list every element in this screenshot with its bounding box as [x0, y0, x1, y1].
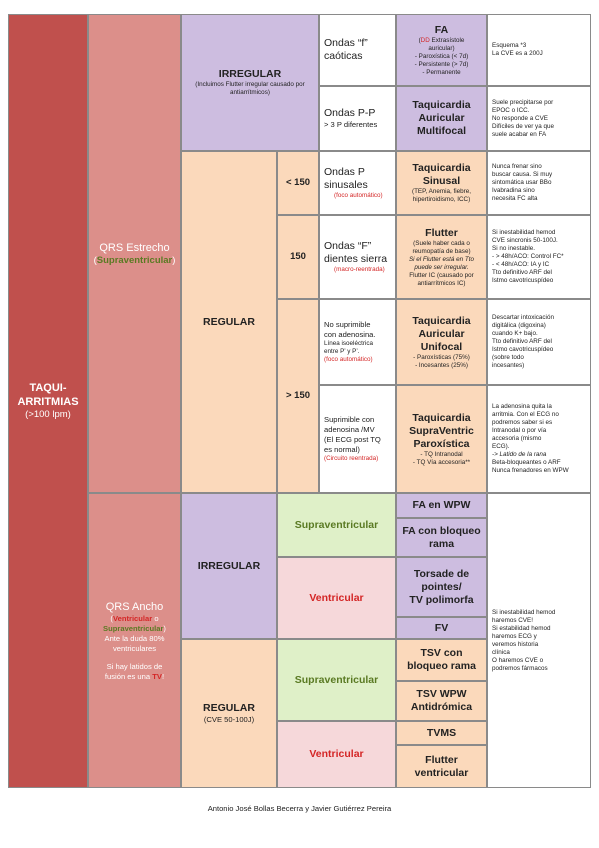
wide-supraventricular: Supraventricular — [103, 623, 164, 633]
wave-pp: Ondas P-P > 3 P diferentes — [319, 86, 396, 151]
rate-eq150: 150 — [277, 215, 319, 299]
dx-psvt: Taquicardia SupraVentric Paroxística - TQ Intranodal - TQ Vía accesoria** — [396, 385, 487, 493]
dx-fv: FV — [396, 617, 487, 639]
tachyarrhythmia-header — [8, 14, 88, 788]
dx-unifocal-atrial: Taquicardia Auricular Unifocal - Paroxísticas (75%) - Incesantes (25%) — [396, 299, 487, 385]
wave-f: Ondas “f” caóticas — [319, 14, 396, 86]
wide-irregular-vent: Ventricular — [277, 557, 396, 639]
wave-sinus: Ondas P sinusales (foco automático) — [319, 151, 396, 215]
dx-torsade: Torsade de pointes/ TV polimorfa — [396, 557, 487, 617]
wave-no-suppressible: No suprimible con adenosina. Línea isoeléctrica entre P’ y P’. (foco automático) — [319, 299, 396, 385]
note-fa: Esquema *3 La CVE es a 200J — [487, 14, 591, 86]
note-wide: Si inestabilidad hemod haremos CVE! Si estabilidad hemod haremos ECG y veremos historia clínica O haremos CVE o podremos fármacos — [487, 493, 591, 788]
wide-irregular-cell: IRREGULAR — [181, 493, 277, 639]
narrow-irregular-title: IRREGULAR — [218, 68, 282, 80]
narrow-regular-cell — [181, 151, 277, 493]
tachy-title: TAQUI- ARRITMIAS — [17, 382, 79, 408]
rate-gt150: > 150 — [277, 299, 319, 493]
note-flutter: Si inestabilidad hemod CVE sincronis 50-100J. Si no inestable. - > 48h/ACO: Control FC* - < 48h/ACO: IA y IC Tto definitivo ARF del Istmo cavotricuspídeo — [487, 215, 591, 299]
dx-fa-bundle-block: FA con bloqueo rama — [396, 518, 487, 557]
wide-regular-cell: REGULAR (CVE 50-100J) — [181, 639, 277, 788]
dx-vent-flutter: Flutter ventricular — [396, 745, 487, 788]
tachy-sub: (>100 lpm) — [25, 409, 71, 420]
dx-flutter: Flutter (Suele haber cada o reumopatía de base) Si el Flutter está en Tto puede ser irregular. Flutter IC (causado por antiarrítmicos IC) — [396, 215, 487, 299]
wide-regular-vent: Ventricular — [277, 721, 396, 788]
dx-sinus: Taquicardia Sinusal (TEP, Anemia, fiebre, hipertiroidismo, ICC) — [396, 151, 487, 215]
wide-regular-supra: Supraventricular — [277, 639, 396, 721]
narrow-sub: Supraventricular — [96, 254, 173, 266]
dx-tvms: TVMS — [396, 721, 487, 745]
narrow-qrs-cell — [88, 14, 181, 493]
wide-qrs-cell: QRS Ancho (Ventricular o Supraventricular) Ante la duda 80% ventriculares Si hay latidos de fusión es una TV! — [88, 493, 181, 788]
note-sinus: Nunca frenar sino buscar causa. Si muy sintomática usar BBo Ivabradina sino necesita FC alta — [487, 151, 591, 215]
wide-ventricular: Ventricular — [112, 613, 153, 623]
note-unifocal: Descartar intoxicación digitálica (digoxina) cuando K+ bajo. Tto definitivo ARF del Istmo cavotricuspídeo (sobre todo incesantes) — [487, 299, 591, 385]
note-multifocal: Suele precipitarse por EPOC o ICC. No responde a CVE Difíciles de ver ya que suele acabar en FA — [487, 86, 591, 151]
wide-title: QRS Ancho — [105, 600, 164, 613]
rate-lt150: < 150 — [277, 151, 319, 215]
wave-suppressible: Suprimible con adenosina /MV (El ECG post TQ es normal) (Circuito reentrada) — [319, 385, 396, 493]
narrow-regular-title: REGULAR — [203, 315, 255, 328]
dx-svt-wpw: TSV WPW Antidrómica — [396, 681, 487, 721]
wave-flutter: Ondas “F” dientes sierra (macro-reentrada) — [319, 215, 396, 299]
footer-authors: Antonio José Bollas Becerra y Javier Gutiérrez Pereira — [207, 804, 392, 813]
dx-fa: FA (DD Extrasístole auricular) - Paroxística (< 7d) - Persistente (> 7d) - Permanente — [396, 14, 487, 86]
narrow-irregular-sub: (Incluimos Flutter irregular causado por antiarrítmicos) — [195, 81, 305, 96]
wide-irregular-supra: Supraventricular — [277, 493, 396, 557]
dx-svt-bundle-block: TSV con bloqueo rama — [396, 639, 487, 681]
dx-fa-wpw: FA en WPW — [396, 493, 487, 518]
dx-multifocal-atrial: Taquicardia Auricular Multifocal — [396, 86, 487, 151]
narrow-title: QRS Estrecho — [99, 241, 170, 254]
narrow-sub-line: (Supraventricular) — [93, 254, 176, 266]
note-psvt: La adenosina quita la arritmia. Con el ECG no podremos saber si es Intranodal o por vía accesoria (mismo ECG). -> Latido de la rana Beta-bloqueantes o ARF Nunca frenadores en WPW — [487, 385, 591, 493]
narrow-irregular-cell — [181, 14, 319, 151]
